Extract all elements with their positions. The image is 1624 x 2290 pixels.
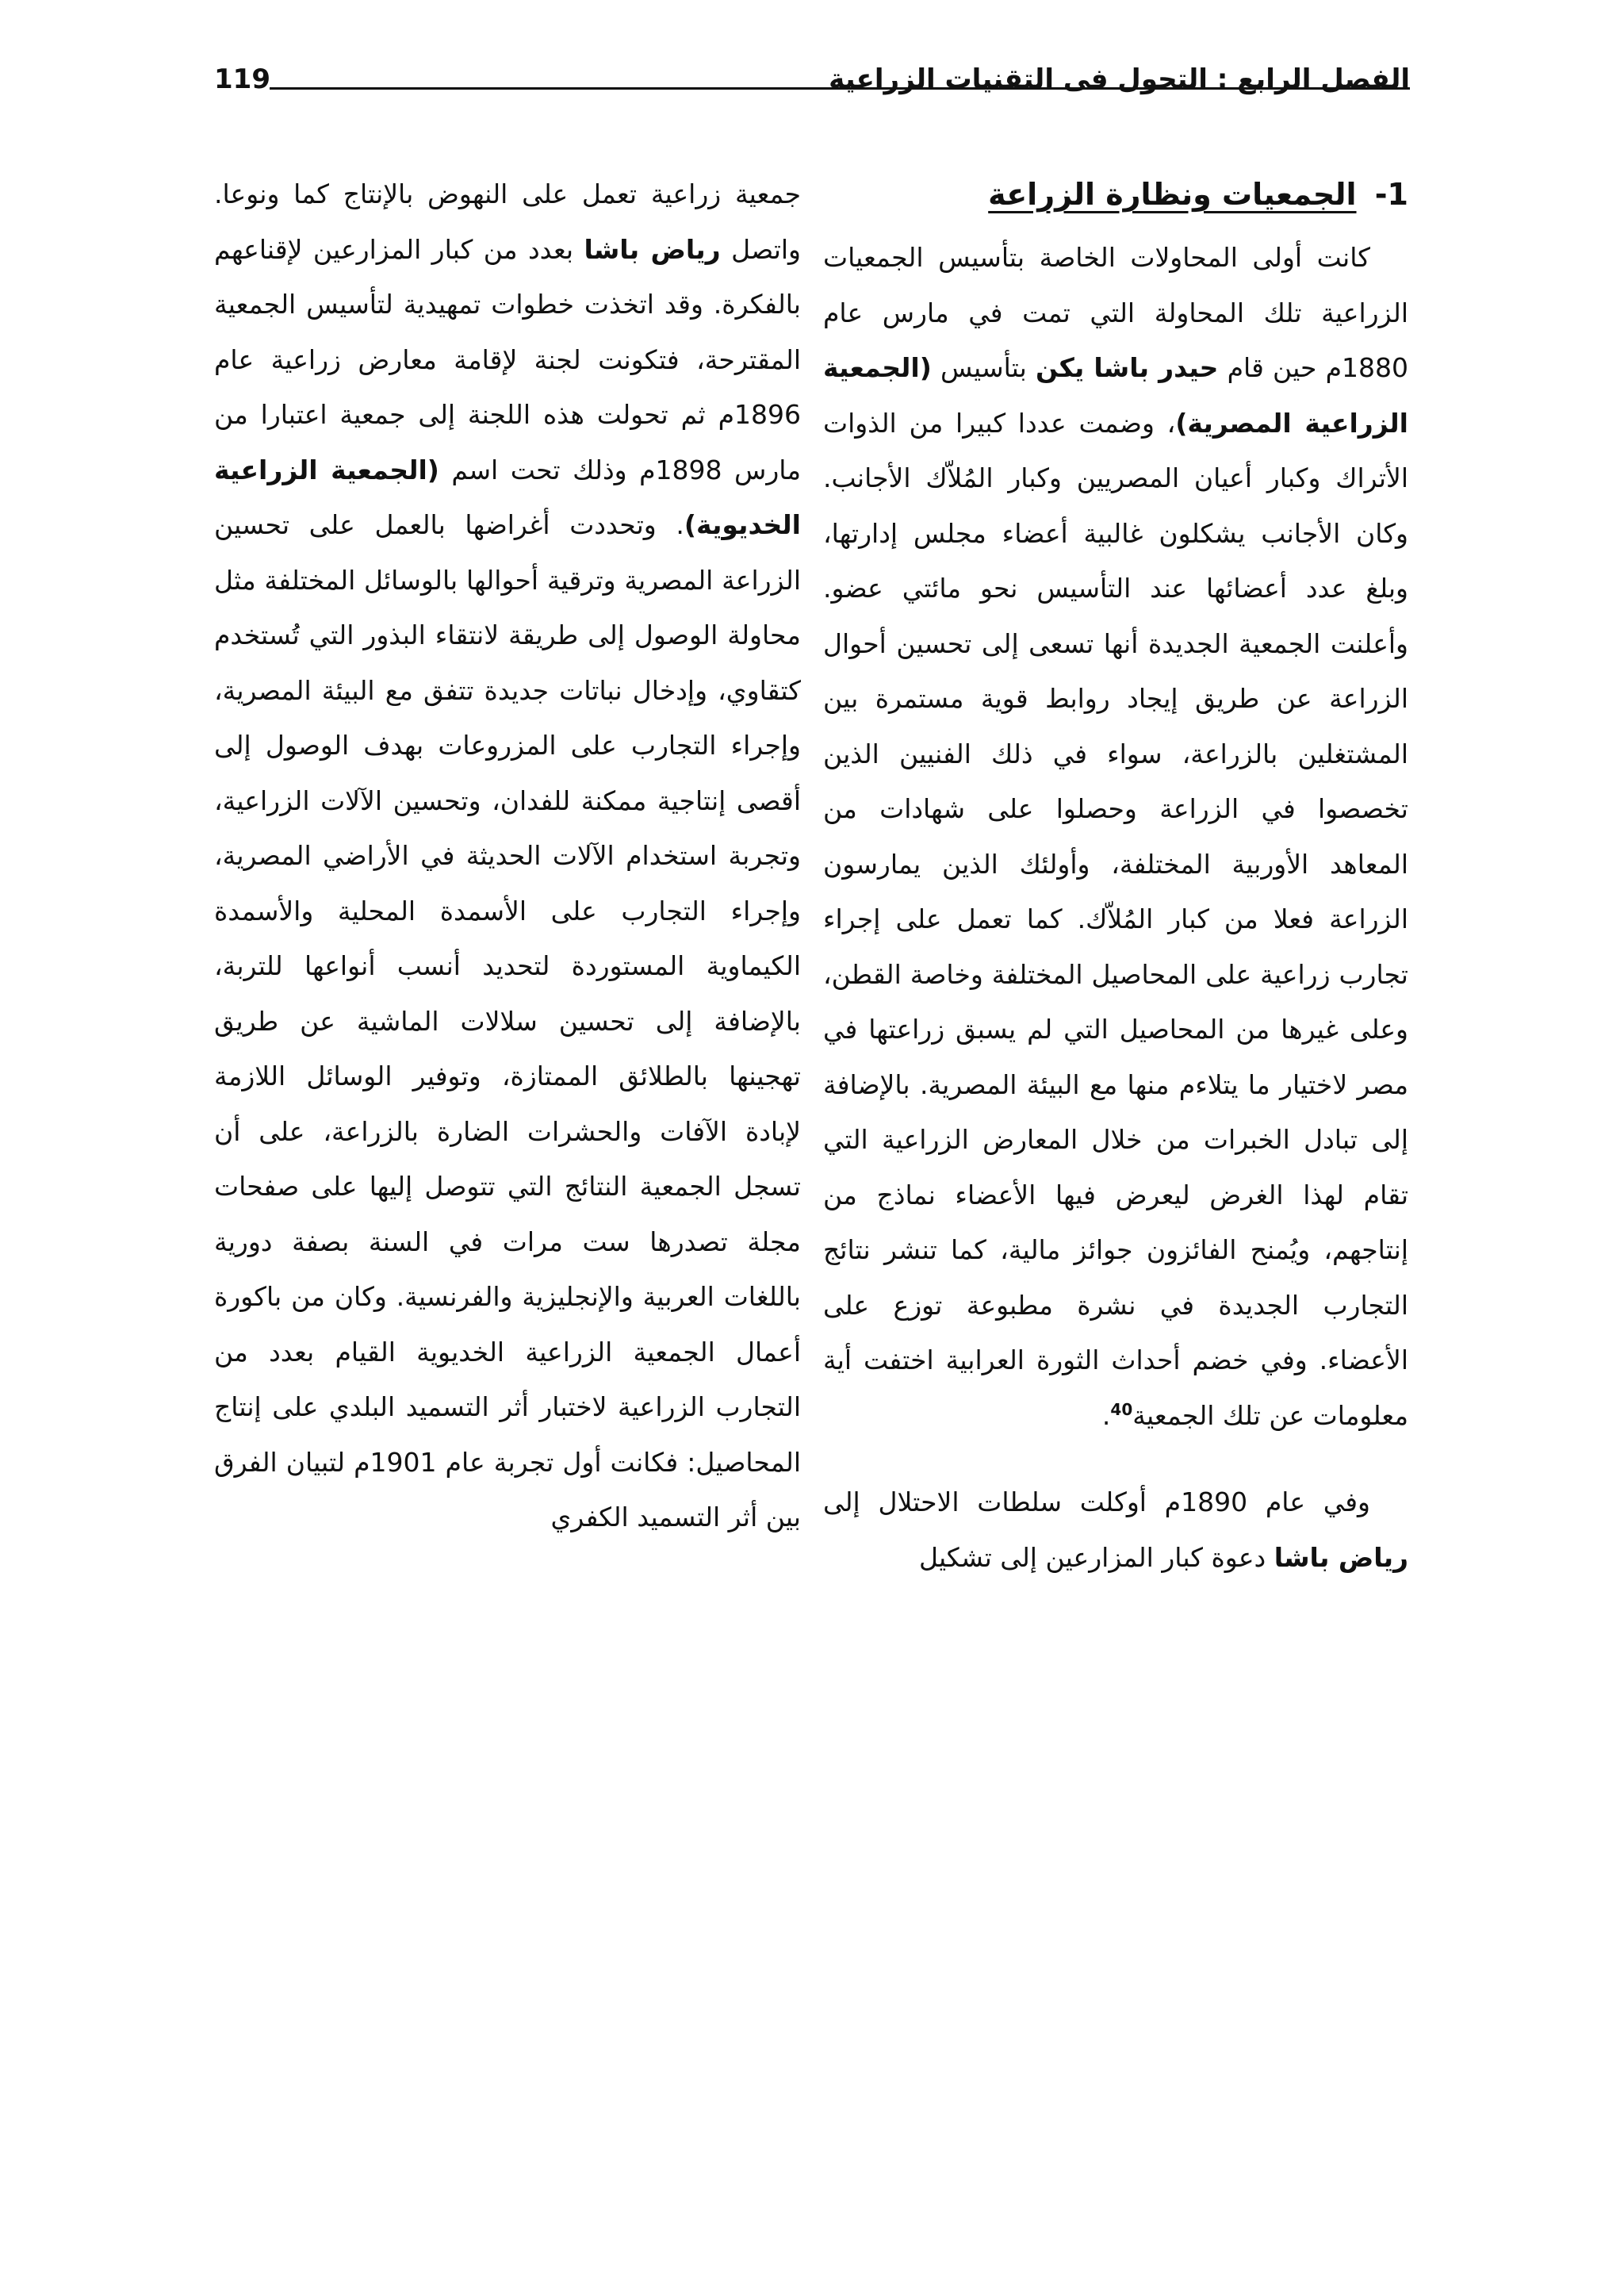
section-number: 1-	[1374, 177, 1408, 212]
bold-society-name: (الجمعية الزراعية الخديوية)	[214, 454, 801, 540]
bold-society-name: (الجمعية الزراعية المصرية)	[823, 352, 1408, 439]
page-number: 119	[214, 63, 270, 95]
left-column	[214, 167, 801, 1545]
text-run: كانت أولى المحاولات الخاصة بتأسيس الجمعيات الزراعية تلك المحاولة التي تمت في مارس عام 1880م حين قام	[823, 242, 1409, 383]
paragraph-khedivial-society	[214, 167, 801, 1545]
text-run: ، وضمت عددا كبيرا من الذوات الأتراك وكبار أعيان المصريين وكبار المُلاّك الأجانب. وكان الأجانب يشكلون غالبية أعضاء مجلس إدارتها، وبلغ عدد أعضائها عند التأسيس نحو مائتي عضو. وأعلنت الجمعية الجديدة أنها تسعى إلى تحسين أحوال الزراعة عن طريق إيجاد روابط قوية مستمرة بين المشتغلين بالزراعة، سواء في ذلك الفنيين الذين تخصصوا في الزراعة وحصلوا على شهادات من المعاهد الأوربية المختلفة، وأولئك الذين يمارسون الزراعة فعلا من كبار المُلاّك. كما تعمل على إجراء تجارب زراعية على المحاصيل المختلفة وخاصة القطن، وعلى غيرها من المحاصيل التي لم يسبق زراعتها في مصر لاختيار ما يتلاءم منها مع البيئة المصرية. بالإضافة إلى تبادل الخبرات من خلال المعارض الزراعية التي تقام لهذا الغرض ليعرض فيها الأعضاء نماذج من إنتاجهم، ويُمنح الفائزون جوائز مالية، كما تنشر نتائج التجارب الجديدة في نشرة مطبوعة توزع على الأعضاء. وفي خضم أحداث الثورة العرابية اختفت أية معلومات عن تلك الجمعية	[823, 407, 1408, 1431]
text-run: جمعية زراعية تعمل على النهوض بالإنتاج كما ونوعا. واتصل	[214, 178, 801, 265]
text-run: بعدد من كبار المزارعين لإقناعهم بالفكرة. وقد اتخذت خطوات تمهيدية لتأسيس الجمعية المقترحة، فتكونت لجنة لإقامة معارض زراعية عام 1896م ثم تحولت هذه اللجنة إلى جمعية اعتبارا من مارس 1898م وذلك تحت اسم	[214, 233, 801, 485]
text-run: .	[1101, 1399, 1111, 1431]
paragraph-societies-founding	[823, 230, 1408, 1443]
section-heading	[823, 167, 1408, 222]
text-run: وفي عام 1890م أوكلت سلطات الاحتلال إلى	[823, 1486, 1370, 1517]
section-title: الجمعيات ونظارة الزراعة	[988, 177, 1357, 212]
running-header	[214, 63, 1410, 111]
footnote-marker: 40	[1110, 1399, 1133, 1419]
bold-name-riyad-pasha: رياض باشا	[584, 233, 721, 265]
paragraph-1890	[823, 1475, 1408, 1585]
bold-name-riyad-pasha: رياض باشا	[1274, 1541, 1408, 1573]
text-run: . وتحددت أغراضها بالعمل على تحسين الزراعة المصرية وترقية أحوالها بالوسائل المختلفة مثل محاولة الوصول إلى طريقة لانتقاء البذور التي تُستخدم كتقاوي، وإدخال نباتات جديدة تتفق مع البيئة المصرية، وإجراء التجارب على المزروعات بهدف الوصول إلى أقصى إنتاجية ممكنة للفدان، وتحسين الآلات الزراعية، وتجربة استخدام الآلات الحديثة في الأراضي المصرية، وإجراء التجارب على الأسمدة المحلية والأسمدة الكيماوية المستوردة لتحديد أنسب أنواعها للتربة، بالإضافة إلى تحسين سلالات الماشية عن طريق تهجينها بالطلائق الممتازة، وتوفير الوسائل اللازمة لإبادة الآفات والحشرات الضارة بالزراعة، على أن تسجل الجمعية النتائج التي تتوصل إليها على صفحات مجلة تصدرها ست مرات في السنة بصفة دورية باللغات العربية والإنجليزية والفرنسية. وكان من باكورة أعمال الجمعية الزراعية الخديوية القيام بعدد من التجارب الزراعية لاختبار أثر التسميد البلدي على إنتاج المحاصيل: فكانت أول تجربة عام 1901م لتبيان الفرق بين أثر التسميد الكفري	[214, 509, 801, 1532]
text-run: دعوة كبار المزارعين إلى تشكيل	[918, 1541, 1274, 1573]
header-rule	[270, 87, 1410, 90]
right-column	[823, 167, 1408, 1585]
chapter-title: الفصل الرابع : التحول فى التقنيات الزراعية	[829, 63, 1410, 95]
text-run: بتأسيس	[931, 352, 1036, 383]
bold-name-haidar-pasha: حيدر باشا يكن	[1035, 352, 1219, 383]
